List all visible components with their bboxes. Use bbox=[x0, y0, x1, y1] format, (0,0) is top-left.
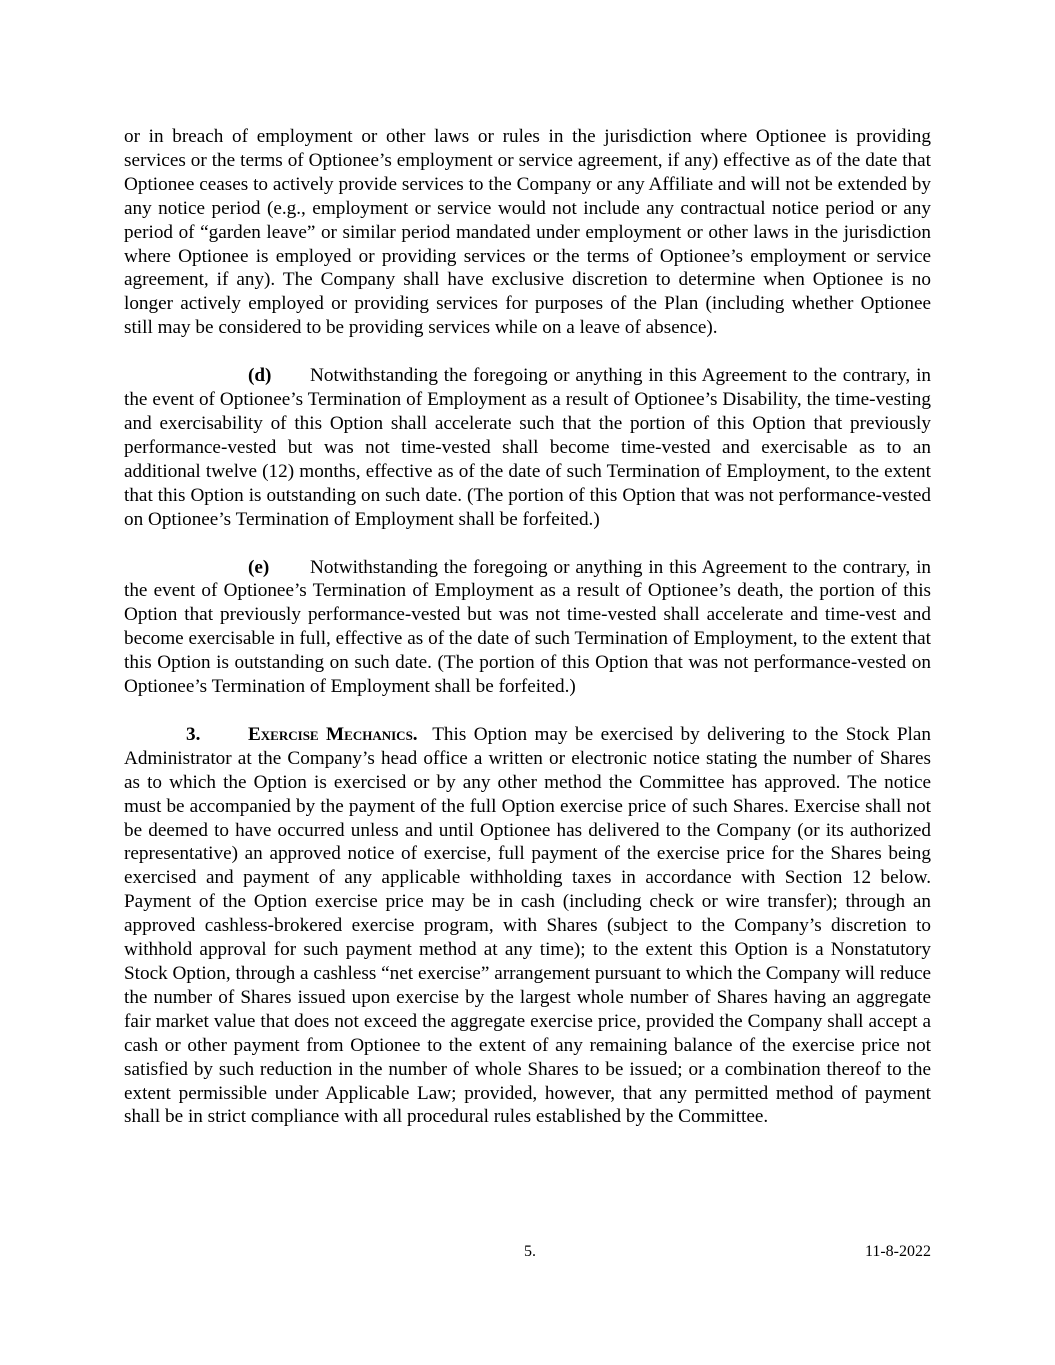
subsection-d-text: Notwithstanding the foregoing or anything in this Agreement to the contrary, in the event of Optionee’s Termination of Employment as a result of Optionee’s Disability, the time-vesting and exercisability of this Option shall accelerate such that the portion of this Option that previously performance-vested but was not time-vested shall become time-vested and exercisable as to an additional twelve (12) months, effective as of the date of such Termination of Employment, to the extent that this Option is outstanding on such date. (The portion of this Option that was not performance-vested on Optionee’s Termination of Employment shall be forfeited.) bbox=[124, 365, 931, 530]
footer-date: 11-8-2022 bbox=[864, 1243, 931, 1260]
section-3-number: 3. bbox=[186, 723, 201, 745]
subsection-d-label: (d) bbox=[248, 365, 272, 387]
subsection-d bbox=[124, 364, 931, 531]
footer-page-number: 5. bbox=[524, 1243, 536, 1260]
continuation-paragraph: or in breach of employment or other laws or rules in the jurisdiction where Optionee is providing services or the terms of Optionee’s employment or service agreement, if any) effective as of the date that Optionee ceases to actively provide services to the Company or any Affiliate and will not be extended by any notice period (e.g., employment or service would not include any contractual notice period or any period of “garden leave” or similar period mandated under employment or other laws in the jurisdiction where Optionee is employed or providing services or the terms of Optionee’s employment or service agreement, if any). The Company shall have exclusive discretion to determine when Optionee is no longer actively employed or providing services for purposes of the Plan (including whether Optionee still may be considered to be providing services while on a leave of absence). bbox=[124, 126, 931, 339]
section-3 bbox=[124, 723, 931, 1129]
subsection-e-text: Notwithstanding the foregoing or anything in this Agreement to the contrary, in the event of Optionee’s Termination of Employment as a result of Optionee’s death, the portion of this Option that previously performance-vested but was not time-vested shall accelerate and time-vest and become exercisable in full, effective as of the date of such Termination of Employment, to the extent that this Option is outstanding on such date. (The portion of this Option that was not performance-vested on Optionee’s Termination of Employment shall be forfeited.) bbox=[124, 556, 931, 698]
document-body bbox=[124, 125, 931, 1153]
section-3-heading: Exercise Mechanics. bbox=[248, 723, 418, 745]
section-3-text: This Option may be exercised by delivering to the Stock Plan Administrator at the Company’s head office a written or electronic notice stating the number of Shares as to which the Option is exercised or by any other method the Committee has approved. The notice must be accompanied by the payment of the full Option exercise price of such Shares. Exercise shall not be deemed to have occurred unless and until Optionee has delivered to the Company (or its authorized representative) an approved notice of exercise, full payment of the exercise price for the Shares being exercised and payment of any applicable withholding taxes in accordance with Section 12 below. Payment of the Option exercise price may be in cash (including check or wire transfer); through an approved cashless-brokered exercise program, with Shares (subject to the Company’s discretion to withhold approval for such payment method at any time); to the extent this Option is a Nonstatutory Stock Option, through a cashless “net exercise” arrangement pursuant to which the Company will reduce the number of Shares issued upon exercise by the largest whole number of Shares having an aggregate fair market value that does not exceed the aggregate exercise price, provided the Company shall accept a cash or other payment from Optionee to the extent of any remaining balance of the exercise price not satisfied by such reduction in the number of whole Shares to be issued; or a combination thereof to the extent permissible under Applicable Law; provided, however, that any permitted method of payment shall be in strict compliance with all procedural rules established by the Committee. bbox=[124, 723, 931, 1128]
subsection-e-label: (e) bbox=[248, 556, 270, 578]
subsection-e bbox=[124, 556, 931, 699]
